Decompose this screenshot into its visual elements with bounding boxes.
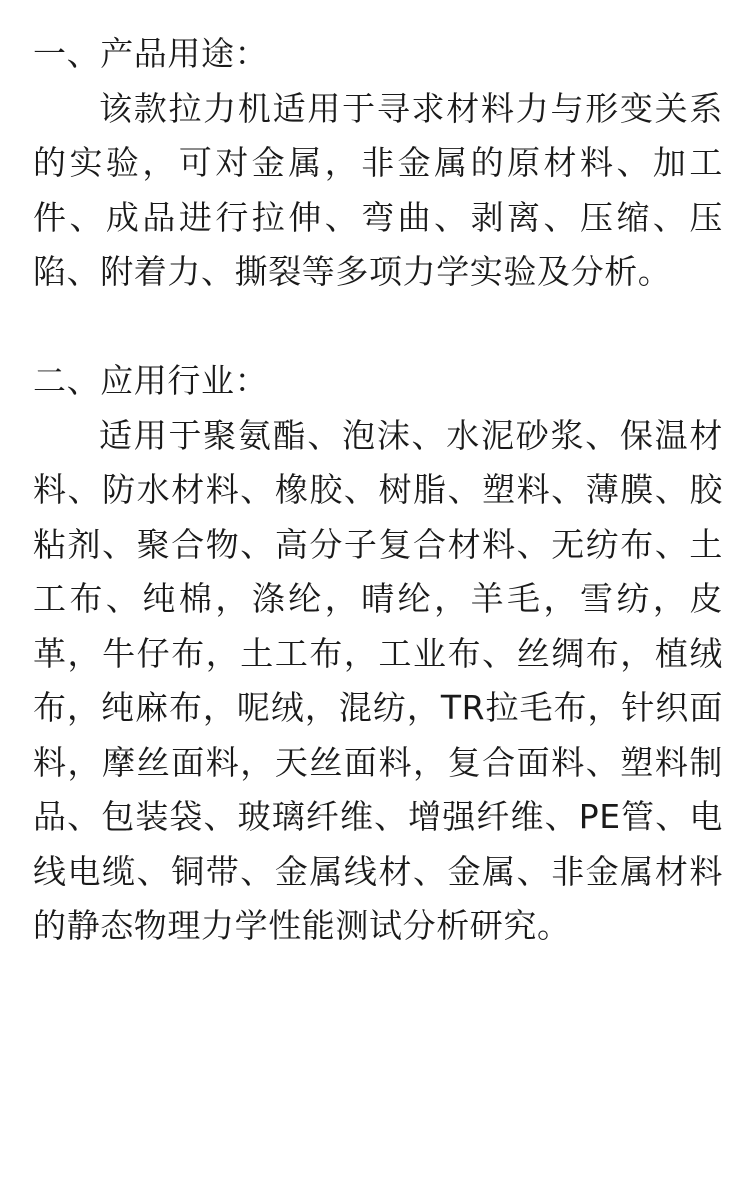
- section-heading-industries: 二、应用行业：: [33, 361, 269, 400]
- section-paragraph-industries: 适用于聚氨酯、泡沫、水泥砂浆、保温材料、防水材料、橡胶、树脂、塑料、薄膜、胶粘剂、聚合物、高分子复合材料、无纺布、土工布、纯棉，涤纶，晴纶，羊毛，雪纺，皮革，牛仔布，土工布，工业布、丝绸布，植绒布，纯麻布，呢绒，混纺，TR拉毛布，针织面料，摩丝面料，天丝面料，复合面料、塑料制品、包装袋、玻璃纤维、增强纤维、PE管、电线电缆、铜带、金属线材、金属、非金属材料的静态物理力学性能测试分析研究。: [33, 415, 723, 945]
- document-body: [33, 27, 723, 954]
- section-spacer: [33, 300, 723, 355]
- section-heading-product-use: 一、产品用途：: [33, 34, 269, 73]
- section-paragraph-product-use: 该款拉力机适用于寻求材料力与形变关系的实验，可对金属，非金属的原材料、加工件、成品进行拉伸、弯曲、剥离、压缩、压陷、附着力、撕裂等多项力学实验及分析。: [33, 88, 723, 291]
